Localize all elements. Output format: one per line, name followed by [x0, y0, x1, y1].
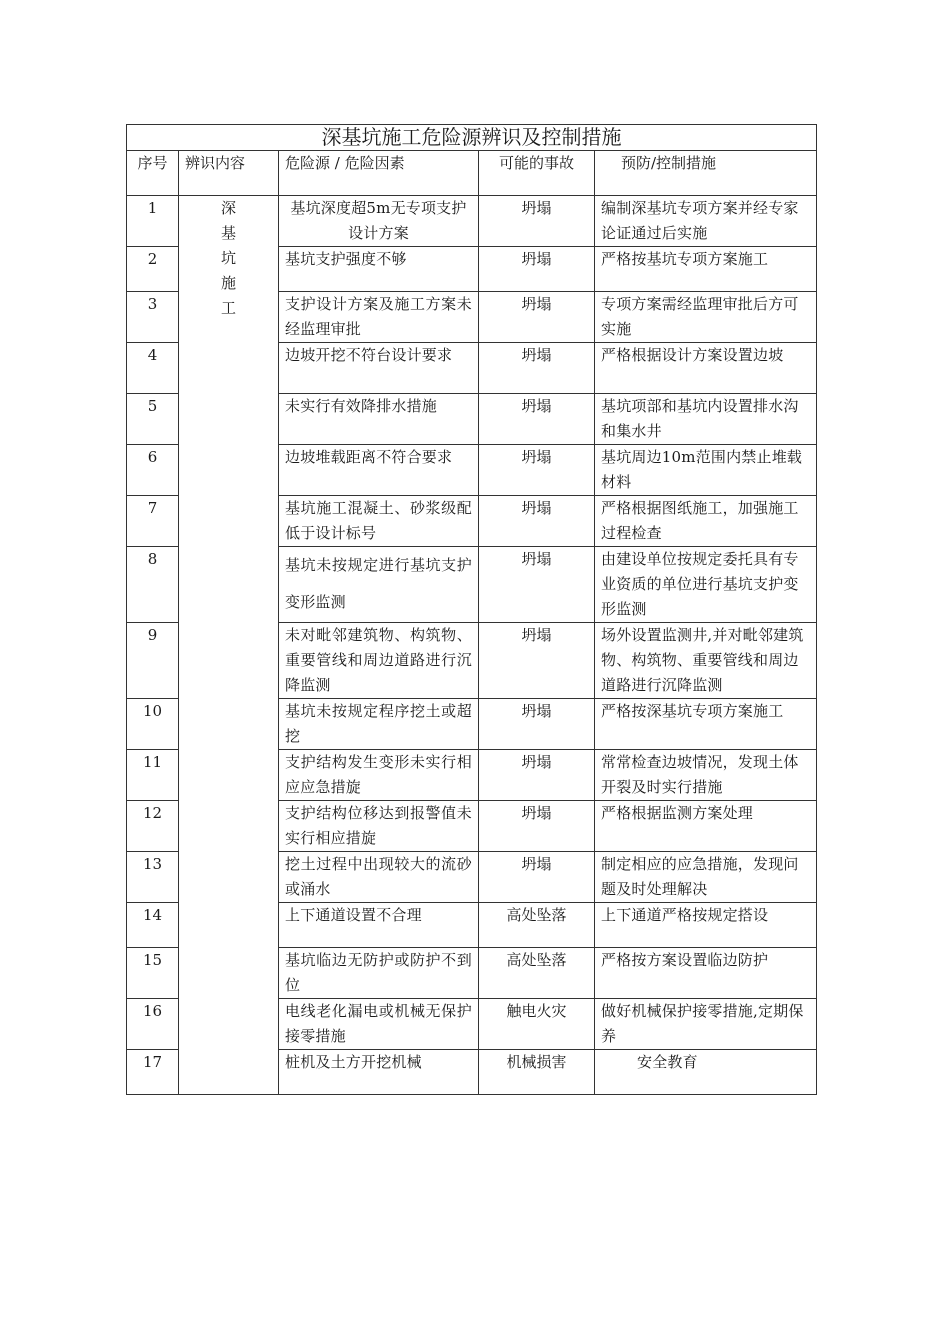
measure-cell: 严格按基坑专项方案施工	[595, 247, 817, 292]
hazard-cell: 基坑深度超5m无专项支护设计方案	[279, 196, 479, 247]
row-number: 13	[127, 852, 179, 903]
category-char: 施	[220, 274, 236, 292]
category-char: 深	[220, 199, 236, 217]
accident-cell: 坍塌	[479, 852, 595, 903]
measure-cell: 严格按深基坑专项方案施工	[595, 699, 817, 750]
hazard-cell: 边坡开挖不符台设计要求	[279, 343, 479, 394]
hazard-cell: 未对毗邻建筑物、构筑物、重要管线和周边道路进行沉降监测	[279, 623, 479, 699]
row-number: 10	[127, 699, 179, 750]
row-number: 14	[127, 903, 179, 948]
measure-cell: 由建设单位按规定委托具有专业资质的单位进行基坑支护变形监测	[595, 547, 817, 623]
row-number: 16	[127, 999, 179, 1050]
header-hazard: 危险源 / 危险因素	[279, 151, 479, 196]
accident-cell: 坍塌	[479, 750, 595, 801]
measure-cell: 安全教育	[595, 1050, 817, 1095]
hazard-cell: 支护结构位移达到报警值未实行相应措旋	[279, 801, 479, 852]
accident-cell: 坍塌	[479, 343, 595, 394]
row-number: 8	[127, 547, 179, 623]
hazard-cell: 挖土过程中出现较大的流砂或涌水	[279, 852, 479, 903]
measure-cell: 专项方案需经监理审批后方可实施	[595, 292, 817, 343]
title-row	[127, 125, 817, 151]
category-char: 坑	[220, 249, 236, 267]
row-number: 12	[127, 801, 179, 852]
measure-cell: 基坑周边10m范围内禁止堆载材料	[595, 445, 817, 496]
measure-cell: 严格按方案设置临边防护	[595, 948, 817, 999]
accident-cell: 坍塌	[479, 547, 595, 623]
accident-cell: 高处坠落	[479, 948, 595, 999]
measure-cell: 上下通道严格按规定搭设	[595, 903, 817, 948]
accident-cell: 坍塌	[479, 801, 595, 852]
accident-cell: 触电火灾	[479, 999, 595, 1050]
category-cell	[179, 196, 279, 1095]
accident-cell: 坍塌	[479, 623, 595, 699]
accident-cell: 坍塌	[479, 292, 595, 343]
hazard-cell: 桩机及土方开挖机械	[279, 1050, 479, 1095]
measure-cell: 严格根据图纸施工，加强施工过程检查	[595, 496, 817, 547]
accident-cell: 高处坠落	[479, 903, 595, 948]
hazard-cell: 上下通道设置不合理	[279, 903, 479, 948]
accident-cell: 坍塌	[479, 247, 595, 292]
table-row	[127, 196, 817, 247]
row-number: 6	[127, 445, 179, 496]
hazard-cell: 基坑未按规定进行基坑支护变形监测	[279, 547, 479, 623]
accident-cell: 坍塌	[479, 445, 595, 496]
row-number: 2	[127, 247, 179, 292]
row-number: 7	[127, 496, 179, 547]
accident-cell: 坍塌	[479, 496, 595, 547]
header-accident: 可能的事故	[479, 151, 595, 196]
accident-cell: 坍塌	[479, 196, 595, 247]
header-category: 辨识内容	[179, 151, 279, 196]
row-number: 4	[127, 343, 179, 394]
measure-cell: 场外设置监测井,并对毗邻建筑物、构筑物、重要管线和周边道路进行沉降监测	[595, 623, 817, 699]
accident-cell: 坍塌	[479, 394, 595, 445]
measure-cell: 基坑项部和基坑内设置排水沟和集水井	[595, 394, 817, 445]
hazard-cell: 支护设计方案及施工方案未经监理审批	[279, 292, 479, 343]
table-title: 深基坑施工危险源辨识及控制措施	[127, 125, 817, 151]
row-number: 11	[127, 750, 179, 801]
row-number: 5	[127, 394, 179, 445]
measure-cell: 常常检查边坡情况，发现土体开裂及时实行措施	[595, 750, 817, 801]
row-number: 3	[127, 292, 179, 343]
accident-cell: 机械损害	[479, 1050, 595, 1095]
accident-cell: 坍塌	[479, 699, 595, 750]
header-measure: 预防/控制措施	[595, 151, 817, 196]
category-char: 工	[220, 299, 236, 317]
measure-cell: 严格根据设计方案设置边坡	[595, 343, 817, 394]
row-number: 17	[127, 1050, 179, 1095]
hazard-cell: 基坑支护强度不够	[279, 247, 479, 292]
category-char: 基	[220, 224, 236, 242]
hazard-cell: 边坡堆载距离不符合要求	[279, 445, 479, 496]
hazard-table	[126, 124, 817, 1095]
measure-cell: 严格根据监测方案处理	[595, 801, 817, 852]
row-number: 9	[127, 623, 179, 699]
measure-cell: 做好机械保护接零措施,定期保养	[595, 999, 817, 1050]
measure-cell: 制定相应的应急措施，发现问题及时处理解决	[595, 852, 817, 903]
header-row	[127, 151, 817, 196]
hazard-cell: 未实行有效降排水措施	[279, 394, 479, 445]
hazard-cell: 基坑未按规定程序挖土或超挖	[279, 699, 479, 750]
hazard-cell: 基坑施工混凝土、砂浆级配低于设计标号	[279, 496, 479, 547]
header-no: 序号	[127, 151, 179, 196]
row-number: 1	[127, 196, 179, 247]
measure-cell: 编制深基坑专项方案并经专家论证通过后实施	[595, 196, 817, 247]
hazard-cell: 支护结构发生变形未实行相应应急措旋	[279, 750, 479, 801]
hazard-cell: 基坑临边无防护或防护不到位	[279, 948, 479, 999]
hazard-cell: 电线老化漏电或机械无保护接零措施	[279, 999, 479, 1050]
row-number: 15	[127, 948, 179, 999]
